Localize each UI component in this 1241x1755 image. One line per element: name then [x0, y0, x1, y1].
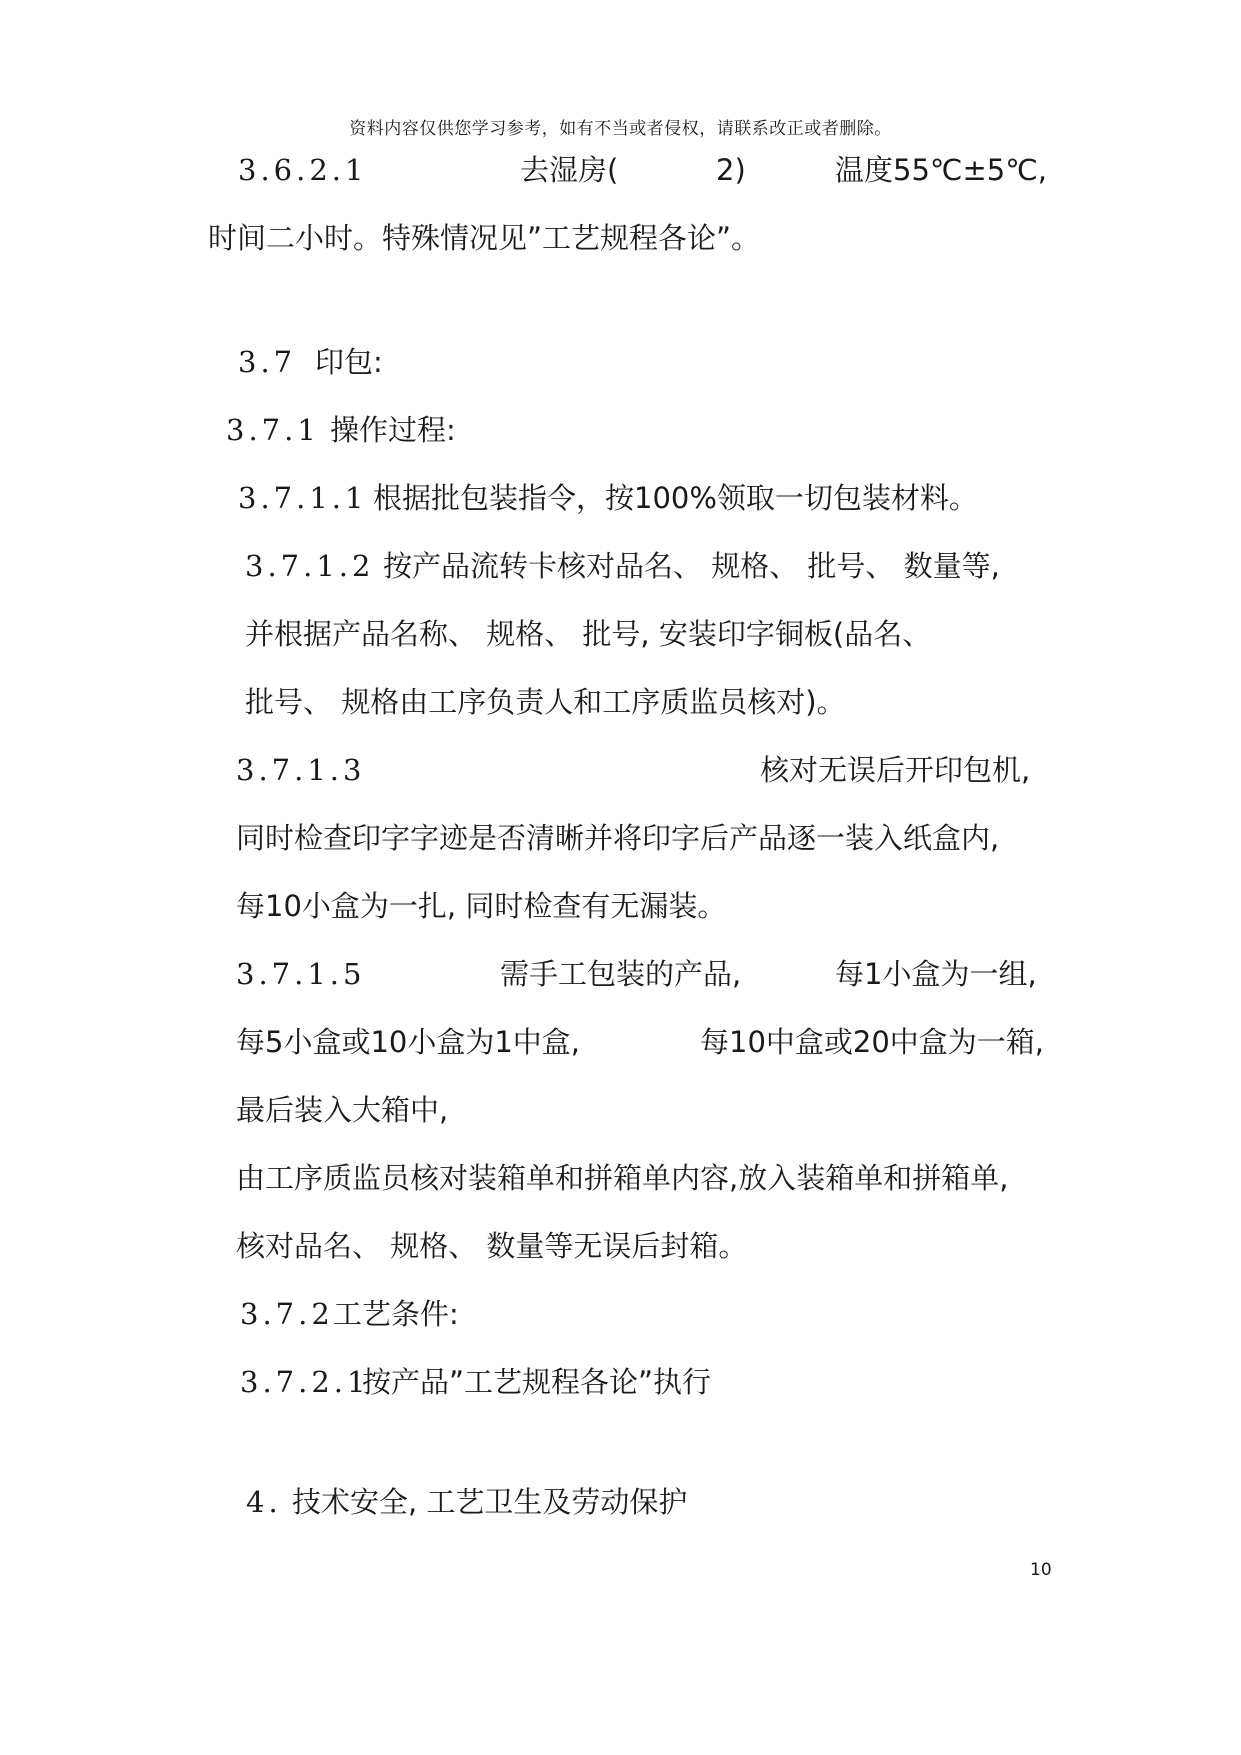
section-title: 工艺条件:	[333, 1297, 459, 1331]
section-number: 3.7	[238, 345, 297, 379]
section-number: 4.	[246, 1485, 282, 1519]
section-number: 3.7.1	[226, 413, 320, 447]
text-segment: 每10中盒或20中盒为一箱,	[700, 1025, 1045, 1059]
text-segment: 按产品”工艺规程各论”执行	[362, 1365, 712, 1399]
text-segment: 按产品流转卡核对品名、 规格、 批号、 数量等,	[383, 549, 1000, 583]
section-number: 3.7.1.2	[245, 549, 375, 583]
section-title: 技术安全, 工艺卫生及劳动保护	[292, 1485, 688, 1519]
section-number: 3.7.2.1	[240, 1365, 370, 1399]
section-number: 3.7.1.3	[236, 753, 366, 787]
text-segment: 核对无误后开印包机,	[760, 753, 1031, 787]
page-number: 10	[1030, 1560, 1052, 1580]
text-line: 并根据产品名称、 规格、 批号, 安装印字铜板(品名、	[245, 617, 932, 651]
section-number: 3.7.1.5	[236, 957, 366, 991]
section-number: 3.7.1.1	[238, 481, 368, 515]
text-segment: 根据批包装指令，按100%领取一切包装材料。	[373, 481, 978, 515]
text-segment: 去湿房(	[520, 153, 619, 187]
header-disclaimer: 资料内容仅供您学习参考，如有不当或者侵权，请联系改正或者删除。	[349, 119, 892, 139]
text-segment: 温度55℃±5℃,	[835, 153, 1048, 187]
section-title: 印包:	[315, 345, 383, 379]
text-segment: 每1小盒为一组,	[835, 957, 1037, 991]
text-line: 同时检查印字字迹是否清晰并将印字后产品逐一装入纸盒内,	[236, 821, 1000, 855]
text-segment: 2)	[716, 153, 746, 187]
text-line: 由工序质监员核对装箱单和拼箱单内容,放入装箱单和拼箱单,	[236, 1161, 1009, 1195]
text-line: 核对品名、 规格、 数量等无误后封箱。	[236, 1229, 748, 1263]
text-line: 每10小盒为一扎, 同时检查有无漏装。	[236, 889, 727, 923]
text-line: 最后装入大箱中,	[236, 1093, 449, 1127]
text-segment: 每5小盒或10小盒为1中盒,	[236, 1025, 581, 1059]
section-title: 操作过程:	[330, 413, 456, 447]
text-line: 批号、 规格由工序负责人和工序质监员核对)。	[245, 685, 846, 719]
text-line: 时间二小时。特殊情况见”工艺规程各论”。	[208, 221, 761, 255]
section-number: 3.7.2	[240, 1297, 334, 1331]
section-number: 3.6.2.1	[238, 153, 368, 187]
text-segment: 需手工包装的产品,	[500, 957, 742, 991]
